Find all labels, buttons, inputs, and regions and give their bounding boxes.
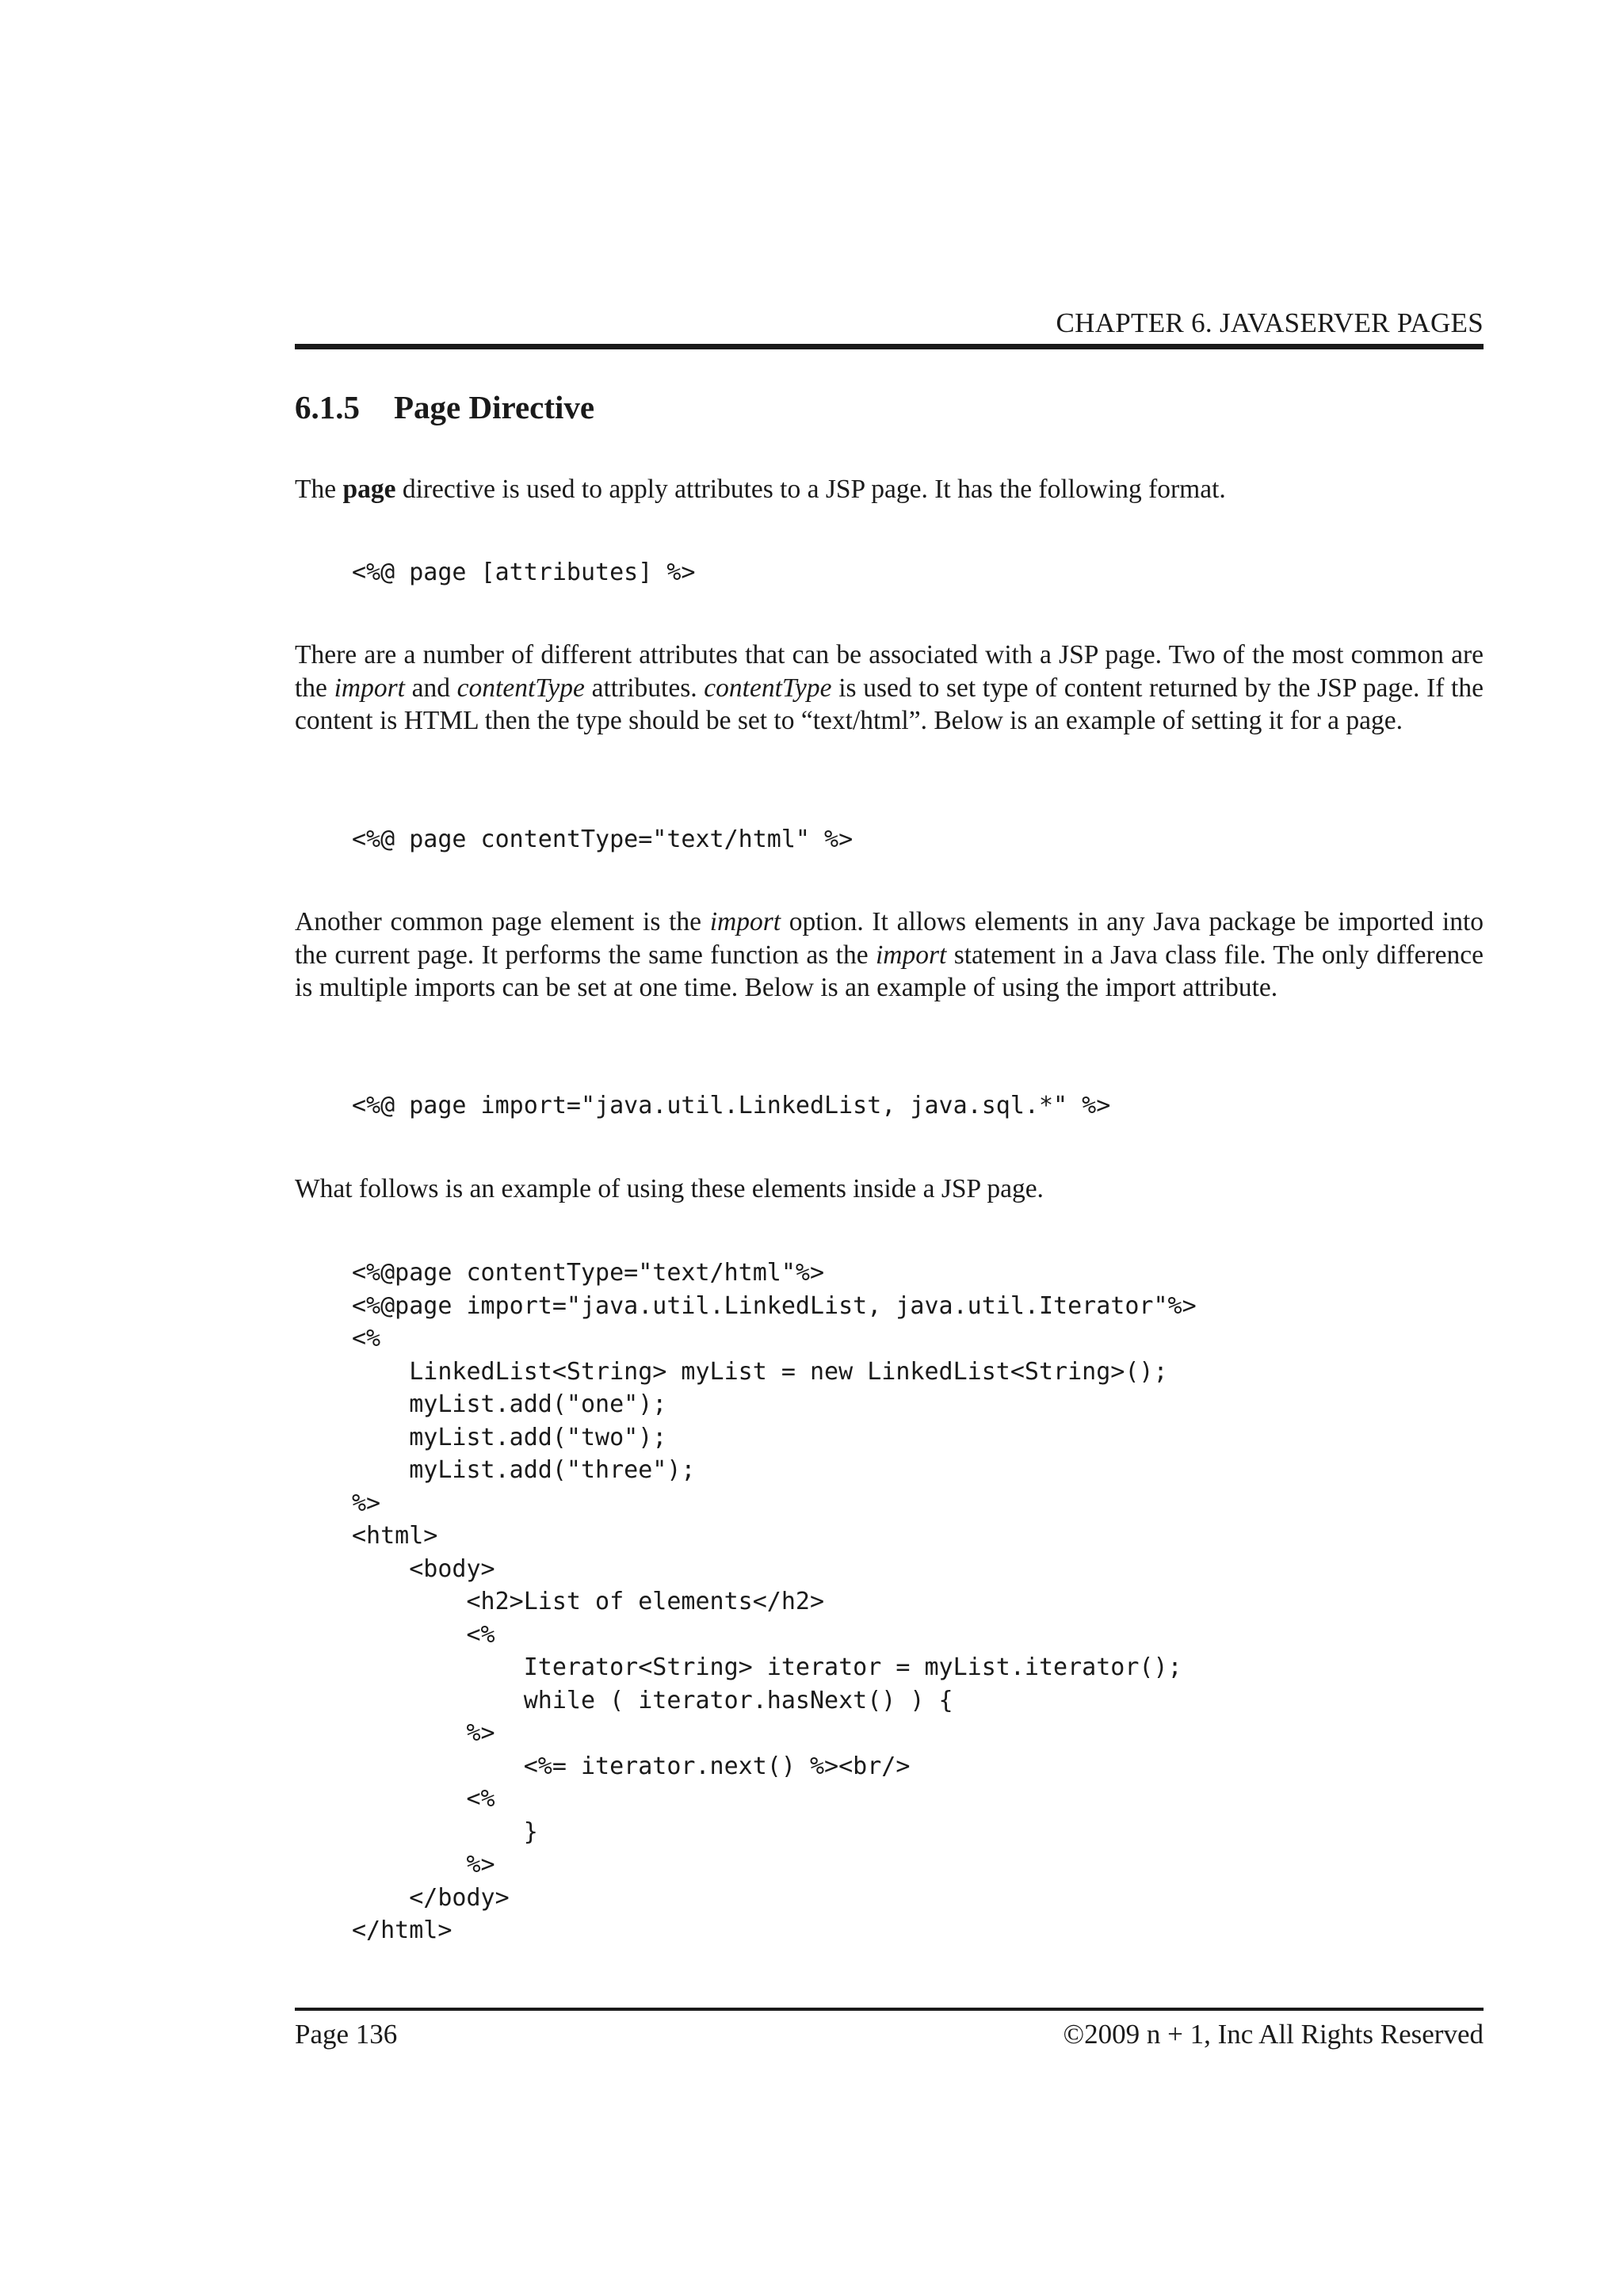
text-run: attributes. [584, 673, 705, 703]
code-block-content-type: <%@ page contentType="text/html" %> [352, 826, 854, 853]
italic-term: contentType [456, 673, 585, 703]
text-run: Another common page element is the [295, 907, 710, 936]
paragraph-attributes [295, 639, 1484, 738]
document-page [295, 0, 1484, 2296]
page-number: Page 136 [295, 2019, 398, 2050]
code-block-format: <%@ page [attributes] %> [352, 559, 696, 586]
paragraph-import [295, 906, 1484, 1005]
text-run: option. It allows elements in any Java package be imported into the current page. It performs the same function as the [295, 907, 1484, 970]
code-block-import: <%@ page import="java.util.LinkedList, java.sql.*" %> [352, 1092, 1111, 1119]
running-header: CHAPTER 6. JAVASERVER PAGES [1056, 307, 1484, 338]
copyright-notice: ©2009 n + 1, Inc All Rights Reserved [1063, 2019, 1484, 2050]
code-block-jsp-example: <%@page contentType="text/html"%> <%@page import="java.util.LinkedList, java.util.Iterator"%> <% LinkedList<String> myList = new LinkedList<String>(); myList.add("one"); myList.add("two"); myList.add("three"); %> <html> <body> <h2>List of elements</h2> <% Iterator<String> iterator = myList.iterator(); while ( iterator.hasNext() ) { %> <%= iterator.next() %><br/> <% } %> </body> </html> [352, 1259, 1197, 1944]
paragraph-intro [295, 473, 1484, 506]
bold-term: page [342, 475, 396, 504]
italic-term: import [334, 673, 405, 703]
paragraph-example: What follows is an example of using these elements inside a JSP page. [295, 1174, 1044, 1203]
section-title: Page Directive [394, 389, 595, 425]
italic-term: contentType [704, 673, 832, 703]
text-run: and [404, 673, 457, 703]
section-number: 6.1.5 [295, 389, 360, 425]
section-heading [295, 388, 594, 426]
text-run: The [295, 475, 343, 504]
italic-term: import [875, 940, 947, 970]
header-rule [295, 344, 1484, 349]
text-run: There are a number of different attributes that can be associated with a JSP page. Two of the most common are the [295, 640, 1484, 703]
text-run: is used to set type of content returned by the JSP page. If the content is HTML then the type should be set to “text/html”. Below is an example of setting it for a page. [295, 673, 1484, 735]
text-run: directive is used to apply attributes to a JSP page. It has the following format. [395, 475, 1226, 504]
text-run: statement in a Java class file. The only difference is multiple imports can be set at one time. Below is an example of using the import attribute. [295, 940, 1484, 1002]
italic-term: import [709, 907, 781, 936]
footer-rule [295, 2008, 1484, 2011]
